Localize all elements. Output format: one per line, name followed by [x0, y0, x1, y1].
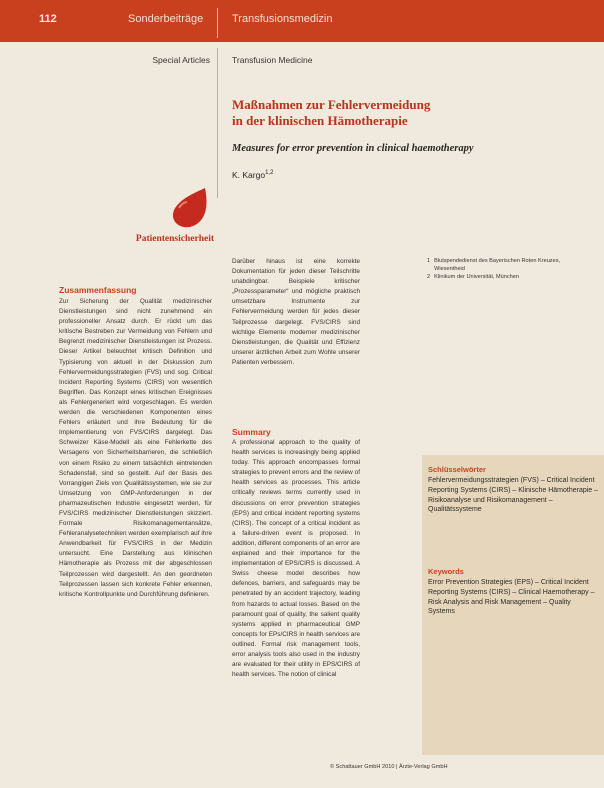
article-title [232, 97, 562, 129]
article-title-line2: in der klinischen Hämotherapie [232, 113, 408, 128]
topic-label-en: Transfusion Medicine [232, 55, 313, 65]
affiliation-footnotes [427, 257, 587, 281]
author-affiliation-marks: 1,2 [265, 170, 274, 177]
zusammenfassung-heading: Zusammenfassung [59, 285, 137, 295]
column-divider [217, 48, 218, 198]
summary-heading: Summary [232, 427, 271, 437]
zusammenfassung-text: Zur Sicherung der Qualität medizinischer Dienstleistungen sind nicht zunehmend ein professioneller Ansatz durch. Er rückt um das kritische Bestreben zur Vermeidung von Fehlern und Begrenzt medizinischer Dienstleistungen ist Prozess. Dieser Artikel beleuchtet kritisch Definition und Typisierung von aktuell in der Diskussion zum Fehlervermeidungsstrategien (FVS) und sog. Critical Incident Reporting Systems (CIRS) von wesentlich Begriffen. Das Konzept eines kritischen Ereignisses als Fehlergeneriert wird vorgeschlagen. Es werden werden die verschiedenen Komponenten eines Fehlers erläutert und ihre Bedeutung für die Implementierung von FVS/CIRS dargelegt. Das Schweizer Käse-Modell als eine Fehlerkette des Versagens von Sicherheitsbarrieren, die schließlich von einem Risiko zu einem tatsächlich eintretenden Schadensfall, sind so gestellt. Auf der Basis des Vorrangigen Ziels von Qualitätssystemen, wie sie zur Umsetzung von GMP-Anforderungen in der pharmazeutischen Industrie eingesetzt werden, für FVS/CIRS medizinischer Dienstleistungen skizziert. Formale Risikomanagementansätze, Fehleranalysetechniken werden exemplarisch auf ihre Anwendbarkeit für FVS/CIRS in der Medizin untersucht. Eine Darstellung aus klinischen Hämotherapie als Prozess mit der abgeschlossen Teilprozessen wird dargestellt. An den geordneten Teilprozessen lassen sich konkrete Fehler erkennen, kritische Kontrollpunkte und Durchführung definieren. [59, 298, 212, 598]
article-subtitle: Measures for error prevention in clinical haemotherapy [232, 143, 474, 154]
zusammenfassung-continued-text: Darüber hinaus ist eine korrekte Dokumentation für jeden dieser Teilschritte unabdingbar. Beispiele kritischer „Prozessparameter“ und mögliche praktisch umsetzbare Instrumente zur Fehlervermeidung werden für jedes dieser Teilprozesse dargelegt. FVS/CIRS sind wichtige Elemente moderner medizinischer Dienstleistungen, die Qualität und Effizienz unserer ärztlichen Arbeit zum Wohle unserer Patienten verbessern. [232, 258, 360, 366]
keywords-de-heading: Schlüsselwörter [428, 465, 486, 474]
header-divider [217, 8, 218, 38]
section-label-de: Sonderbeiträge [128, 13, 204, 25]
keywords-de-text: Fehlervermeidungsstrategien (FVS) – Critical Incident Reporting Systems (CIRS) – Klinische Hämotherapie – Risikoanalyse und Risikomanagement – Qualitätssysteme [428, 477, 599, 514]
summary-text: A professional approach to the quality of health services is increasingly being applied today. This approach encompasses formal strategies to prevent errors and the review of health services as processes. This article critically reviews terms currently used in discussions on error prevention strategies (EPS) and critical incident reporting systems (CIRS). The concept of a critical incident as a failure-driven event is proposed. In addition, different components of an error are explained and their importance for the implementation of EPS/CIRS is discussed. A Swiss cheese model describes how defences, barriers, and safeguards may be penetrated by an accident trajectory, leading from hazards to actual losses. Based on the paramount goal of quality, the salient quality systems applied in pharmaceutical GMP concepts for EPs/CIRS in health services are outlined. Formal risk management tools, error analysis tools also used in the industry are evaluated for their utility in EPS/CIRS of health services. The notion of clinical [232, 439, 360, 679]
footnote-number: 2 [427, 274, 431, 280]
footnote-number: 1 [427, 258, 431, 264]
author-name: K. Kargo [232, 170, 266, 180]
section-label-en: Special Articles [152, 55, 210, 65]
footnote-item [427, 257, 587, 273]
page-number: 112 [39, 13, 57, 25]
blood-drop-icon [167, 186, 213, 230]
header-bar [0, 0, 604, 42]
author-line [232, 170, 273, 180]
footnote-text: Klinikum der Universität, München [434, 274, 519, 280]
sidebar-category-label: Patientensicherheit [135, 234, 214, 244]
keywords-en-heading: Keywords [428, 567, 464, 576]
article-title-line1: Maßnahmen zur Fehlervermeidung [232, 97, 431, 112]
page-footer: © Schattauer GmbH 2010 | Ärzte-Verlag GmbH [330, 764, 448, 770]
topic-label-de: Transfusionsmedizin [232, 13, 333, 25]
footnote-item [427, 273, 587, 281]
keywords-en-text: Error Prevention Strategies (EPS) – Critical Incident Reporting Systems (CIRS) – Clinical Haemotherapy – Risk Analysis and Risk Management – Quality Systems [428, 579, 595, 616]
footnote-text: Blutspendedienst des Bayerischen Roten Kreuzes, Wiesentheid [434, 258, 561, 272]
